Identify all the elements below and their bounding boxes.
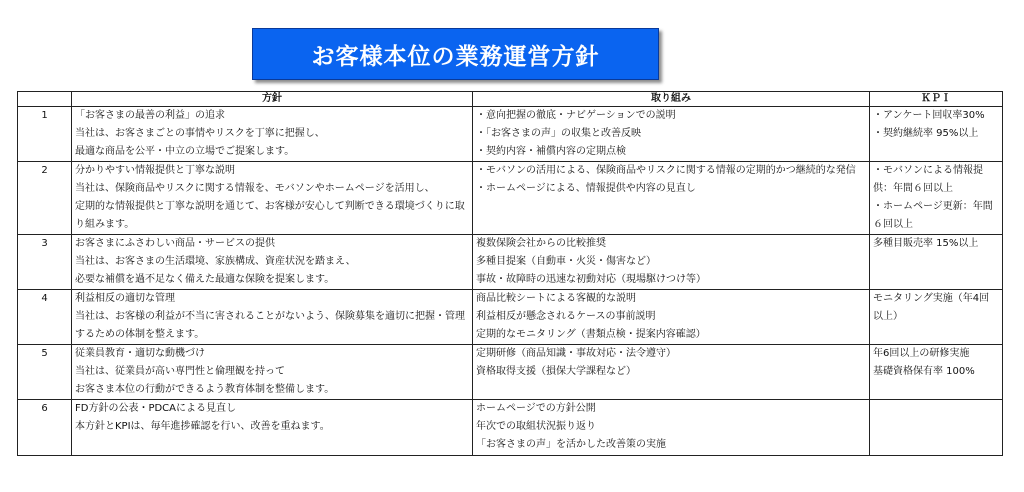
policy-text: お客さま本位の行動ができるよう教育体制を整備します。 <box>75 384 335 395</box>
policy-text: 必要な補償を過不足なく備えた最適な保険を提案します。 <box>75 274 335 285</box>
kpi-cell <box>870 345 1003 400</box>
policy-cell <box>72 290 473 345</box>
initiative-item: 商品比較シートによる客観的な説明 <box>476 293 636 304</box>
kpi-item: 多種目販売率 15%以上 <box>873 238 979 249</box>
header-initiatives: 取り組み <box>473 92 870 107</box>
policy-heading: 分かりやすい情報提供と丁寧な説明 <box>75 165 235 176</box>
kpi-cell <box>870 235 1003 290</box>
initiative-item: ・契約内容・補償内容の定期点検 <box>476 146 626 157</box>
header-policy: 方針 <box>72 92 473 107</box>
kpi-item: 年6回以上の研修実施 <box>873 348 970 359</box>
kpi-cell <box>870 107 1003 162</box>
policy-heading: 利益相反の適切な管理 <box>75 293 175 304</box>
initiative-item: ホームページでの方針公開 <box>476 403 596 414</box>
policy-heading: お客さまにふさわしい商品・サービスの提供 <box>75 238 275 249</box>
title-banner <box>252 28 659 80</box>
initiative-item: ・ホームページによる、情報提供や内容の見直し <box>476 183 696 194</box>
row-number: 6 <box>18 400 72 456</box>
row-number: 4 <box>18 290 72 345</box>
table-row <box>18 107 1003 162</box>
kpi-item: 基礎資格保有率 100% <box>873 366 975 377</box>
policy-text: 定期的な情報提供と丁寧な説明を通じて、お客様が安心して判断できる環境づくりに取り組みます。 <box>75 201 465 230</box>
kpi-cell <box>870 162 1003 235</box>
initiative-item: 定期的なモニタリング（書類点検・提案内容確認） <box>476 329 706 340</box>
initiative-item: 「お客さまの声」を活かした改善策の実施 <box>476 439 666 450</box>
policy-text: 当社は、従業員が高い専門性と倫理観を持って <box>75 366 285 377</box>
initiative-item: 事故・故障時の迅速な初動対応（現場駆けつけ等） <box>476 274 706 285</box>
row-number: 5 <box>18 345 72 400</box>
kpi-cell <box>870 400 1003 456</box>
kpi-item: ・モバソンによる情報提供：年間６回以上 <box>873 165 983 194</box>
initiative-item: 資格取得支援（損保大学課程など） <box>476 366 636 377</box>
table-row <box>18 345 1003 400</box>
policy-cell <box>72 107 473 162</box>
table-row <box>18 400 1003 456</box>
policy-cell <box>72 345 473 400</box>
initiative-item: 利益相反が懸念されるケースの事前説明 <box>476 311 656 322</box>
table-row <box>18 290 1003 345</box>
policy-cell <box>72 162 473 235</box>
header-kpi: ＫＰＩ <box>870 92 1003 107</box>
policy-text: 当社は、お客さまの生活環境、家族構成、資産状況を踏まえ、 <box>75 256 356 267</box>
policy-table <box>17 91 1003 456</box>
kpi-item: ・ホームページ更新：年間６回以上 <box>873 201 993 230</box>
policy-cell <box>72 235 473 290</box>
header-row <box>18 92 1003 107</box>
policy-heading: 「お客さまの最善の利益」の追求 <box>75 110 225 121</box>
table-row <box>18 235 1003 290</box>
initiative-item: 年次での取組状況振り返り <box>476 421 596 432</box>
policy-heading: 従業員教育・適切な動機づけ <box>75 348 205 359</box>
kpi-item: ・契約継続率 95%以上 <box>873 128 979 139</box>
initiative-item: ・「お客さまの声」の収集と改善反映 <box>476 128 641 139</box>
initiatives-cell <box>473 400 870 456</box>
header-number <box>18 92 72 107</box>
policy-text: 本方針とKPIは、毎年進捗確認を行い、改善を重ねます。 <box>75 421 330 432</box>
initiative-item: ・意向把握の徹底・ナビゲーションでの説明 <box>476 110 676 121</box>
page-title: お客様本位の業務運営方針 <box>311 43 600 70</box>
policy-text: 最適な商品を公平・中立の立場でご提案します。 <box>75 146 295 157</box>
kpi-cell <box>870 290 1003 345</box>
initiatives-cell <box>473 345 870 400</box>
row-number: 2 <box>18 162 72 235</box>
policy-text: 当社は、お客さまごとの事情やリスクを丁寧に把握し、 <box>75 128 325 139</box>
initiatives-cell <box>473 107 870 162</box>
initiative-item: ・モバソンの活用による、保険商品やリスクに関する情報の定期的かつ継続的な発信 <box>476 165 856 176</box>
policy-heading: FD方針の公表・PDCAによる見直し <box>75 403 237 414</box>
initiative-item: 定期研修（商品知識・事故対応・法令遵守） <box>476 348 676 359</box>
row-number: 1 <box>18 107 72 162</box>
initiative-item: 複数保険会社からの比較推奨 <box>476 238 606 249</box>
table-row <box>18 162 1003 235</box>
initiatives-cell <box>473 235 870 290</box>
kpi-item: モニタリング実施（年4回以上） <box>873 293 990 322</box>
policy-text: 当社は、お客様の利益が不当に害されることがないよう、保険募集を適切に把握・管理するための体制を整えます。 <box>75 311 465 340</box>
policy-text: 当社は、保険商品やリスクに関する情報を、モバソンやホームページを活用し、 <box>75 183 435 194</box>
initiatives-cell <box>473 290 870 345</box>
row-number: 3 <box>18 235 72 290</box>
initiatives-cell <box>473 162 870 235</box>
policy-cell <box>72 400 473 456</box>
kpi-item: ・アンケート回収率30% <box>873 110 985 121</box>
initiative-item: 多種目提案（自動車・火災・傷害など） <box>476 256 656 267</box>
